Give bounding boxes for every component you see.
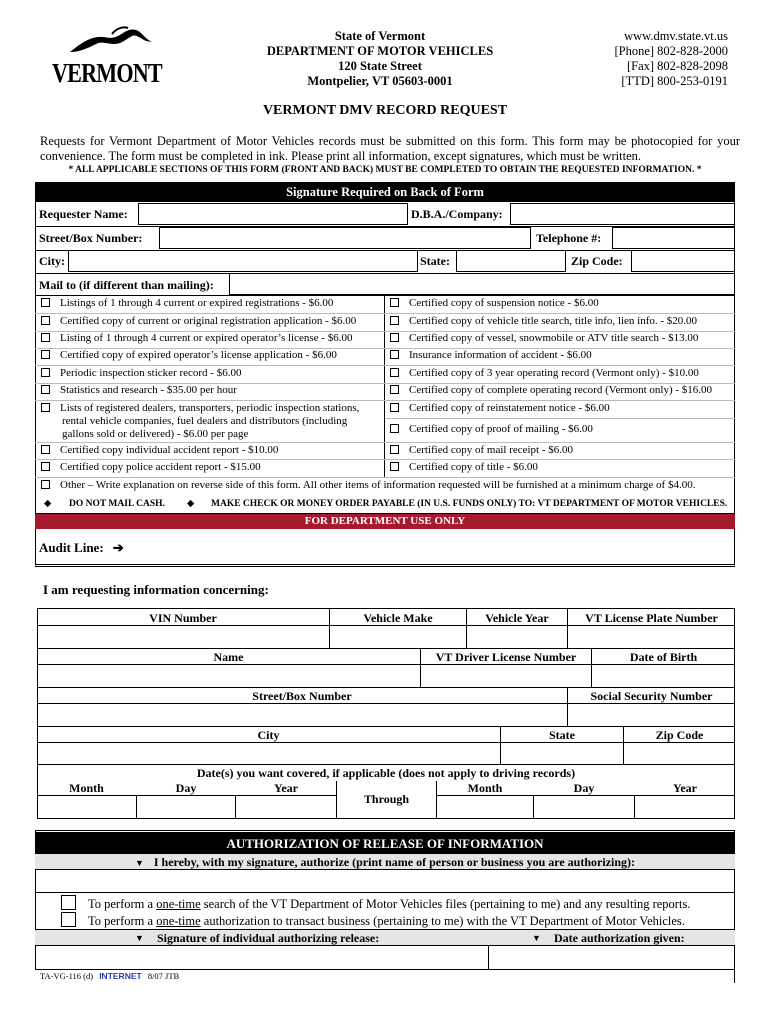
service-label: Certified copy of title - $6.00 <box>409 461 538 473</box>
services-divider <box>384 295 385 477</box>
service-label: Certified copy of reinstatement notice - $6.00 <box>409 402 610 414</box>
checkbox[interactable] <box>41 316 50 325</box>
audit-line-text: Audit Line: <box>39 540 104 555</box>
dba-label: D.B.A./Company: <box>411 207 503 221</box>
form-code <box>40 971 179 981</box>
to-year-input[interactable] <box>635 796 734 818</box>
zip-label: Zip Code: <box>571 254 623 268</box>
service-item[interactable] <box>41 382 237 399</box>
name-input[interactable] <box>38 665 420 687</box>
vehicle-year-input[interactable] <box>467 626 567 648</box>
vermont-logo <box>52 24 172 90</box>
checkbox[interactable] <box>390 403 399 412</box>
vehicle-make-header: Vehicle Make <box>363 611 433 625</box>
audit-line-label <box>39 540 124 556</box>
vehicle-year-header: Vehicle Year <box>485 611 549 625</box>
dob-input[interactable] <box>592 665 734 687</box>
triangle-down-icon: ▼ <box>135 933 144 943</box>
check-note: MAKE CHECK OR MONEY ORDER PAYABLE (IN U.S. FUNDS ONLY) TO: VT DEPARTMENT OF MOTOR VEHICLES. <box>211 499 728 509</box>
website-link[interactable]: www.dmv.state.vt.us <box>624 29 728 43</box>
checkbox[interactable] <box>390 445 399 454</box>
service-item[interactable] <box>41 295 333 312</box>
agency-address <box>250 29 510 89</box>
service-item[interactable] <box>390 382 712 399</box>
dba-input[interactable] <box>510 203 735 225</box>
state-header: State <box>549 728 575 742</box>
one-time-auth-text <box>88 914 685 929</box>
form-date-text: 8/07 JTB <box>147 971 180 981</box>
checkbox[interactable] <box>390 298 399 307</box>
to-day-header: Day <box>573 781 595 795</box>
checkbox[interactable] <box>41 368 50 377</box>
one-time-search-text <box>88 897 690 912</box>
from-month-input[interactable] <box>38 796 136 818</box>
requester-name-input[interactable] <box>138 203 408 225</box>
hereby-text: I hereby, with my signature, authorize (print name of person or business you are authorizing): <box>153 855 636 869</box>
telephone-label: Telephone #: <box>536 231 602 245</box>
service-label: Statistics and research - $35.00 per hour <box>60 384 237 396</box>
requester-name-label: Requester Name: <box>39 207 128 221</box>
authorization-bar: AUTHORIZATION OF RELEASE OF INFORMATION <box>35 832 735 854</box>
service-label: Certified copy of expired operator’s license application - $6.00 <box>60 349 337 361</box>
checkbox[interactable] <box>41 298 50 307</box>
checkbox[interactable] <box>41 462 50 471</box>
notice-text: * ALL APPLICABLE SECTIONS OF THIS FORM (FRONT AND BACK) MUST BE COMPLETED TO OBTAIN THE REQUESTED INFORMATION. * <box>68 165 702 175</box>
checkbox[interactable] <box>41 385 50 394</box>
service-item-cont <box>62 426 248 443</box>
service-item[interactable] <box>390 313 697 330</box>
checkbox[interactable] <box>390 350 399 359</box>
checkbox[interactable] <box>390 316 399 325</box>
service-item[interactable] <box>41 365 241 382</box>
name-header: Name <box>213 650 244 664</box>
checkbox[interactable] <box>390 462 399 471</box>
authorized-party-input[interactable] <box>36 871 734 893</box>
service-item[interactable] <box>390 459 538 476</box>
zip-header: Zip Code <box>655 728 704 742</box>
vehicle-make-input[interactable] <box>330 626 466 648</box>
service-label: Lists of registered dealers, transporters, periodic inspection stations, <box>60 402 360 414</box>
department-use-bar: FOR DEPARTMENT USE ONLY <box>35 514 735 529</box>
checkbox[interactable] <box>41 480 50 489</box>
text-part: search of the VT Department of Motor Vehicles files (pertaining to me) and any resulting reports. <box>200 897 691 911</box>
logo-text: VERMONT <box>52 58 162 88</box>
plate-input[interactable] <box>568 626 734 648</box>
from-year-header: Year <box>274 781 298 795</box>
subject-state-input[interactable] <box>501 743 623 764</box>
payment-notes <box>35 495 735 513</box>
vin-input[interactable] <box>38 626 329 648</box>
telephone-input[interactable] <box>612 227 735 249</box>
to-year-header: Year <box>673 781 697 795</box>
signature-required-bar: Signature Required on Back of Form <box>35 182 735 202</box>
from-month-header: Month <box>69 781 104 795</box>
street-header: Street/Box Number <box>252 689 352 703</box>
service-label: Certified copy police accident report - $15.00 <box>60 461 261 473</box>
to-month-header: Month <box>467 781 503 795</box>
divider <box>37 648 735 649</box>
checkbox[interactable] <box>390 385 399 394</box>
text-part: To perform a <box>88 914 157 928</box>
arrow-right-icon: ➔ <box>112 540 124 555</box>
service-label: Certified copy of current or original registration application - $6.00 <box>60 315 357 327</box>
mail-to-label: Mail to (if different than mailing): <box>39 278 214 292</box>
city-header: City <box>257 728 280 742</box>
from-year-input[interactable] <box>236 796 336 818</box>
agency-line: Montpelier, VT 05603-0001 <box>307 74 453 88</box>
city-input[interactable] <box>68 250 418 272</box>
checkbox[interactable] <box>390 424 399 433</box>
service-label: Periodic inspection sticker record - $6.00 <box>60 367 242 379</box>
dates-header: Date(s) you want covered, if applicable (does not apply to driving records) <box>196 766 576 780</box>
intro-text: Requests for Vermont Department of Motor Vehicles records must be submitted on this form. This form may be photocopied for your convenience. The form must be completed in ink. Please print all information, except signatures, which must be written. <box>40 134 740 163</box>
signature-input[interactable] <box>36 947 488 969</box>
checkbox[interactable] <box>41 403 50 412</box>
checkbox[interactable] <box>41 333 50 342</box>
mail-to-input[interactable] <box>229 273 735 295</box>
service-item[interactable] <box>41 313 356 330</box>
internet-label: INTERNET <box>99 971 142 981</box>
divider <box>37 764 735 765</box>
state-input[interactable] <box>456 250 566 272</box>
service-label: Certified copy of vessel, snowmobile or ATV title search - $13.00 <box>409 332 699 344</box>
city-label: City: <box>39 254 65 268</box>
subject-street-input[interactable] <box>38 704 567 726</box>
bullet-icon: ◆ <box>187 499 195 509</box>
license-input[interactable] <box>421 665 591 687</box>
bullet-icon: ◆ <box>44 499 52 509</box>
to-month-input[interactable] <box>437 796 533 818</box>
triangle-down-icon: ▼ <box>532 933 541 943</box>
audit-line-box <box>35 529 735 567</box>
divider <box>336 781 337 819</box>
service-label: Certified copy of complete operating record (Vermont only) - $16.00 <box>409 384 713 396</box>
service-item[interactable] <box>41 347 337 364</box>
divider <box>37 687 735 688</box>
service-item[interactable] <box>390 421 593 438</box>
service-label: Certified copy of mail receipt - $6.00 <box>409 444 574 456</box>
from-day-input[interactable] <box>137 796 235 818</box>
to-day-input[interactable] <box>534 796 634 818</box>
state-label: State: <box>420 254 450 268</box>
triangle-down-icon: ▼ <box>134 858 144 868</box>
text-part: one-time <box>156 914 201 928</box>
checkbox[interactable] <box>41 445 50 454</box>
service-item[interactable] <box>41 330 352 347</box>
service-item[interactable] <box>41 477 695 494</box>
service-label: rental vehicle companies, fuel dealers and distributors (including <box>62 415 348 427</box>
street-input[interactable] <box>159 227 531 249</box>
service-label: Other – Write explanation on reverse side of this form. All other items of information requested will be furnished at a minimum charge of $4.00. <box>60 479 696 491</box>
form-code-text: TA-VG-116 (d) <box>40 971 94 981</box>
hereby-line <box>35 854 735 870</box>
through-label: Through <box>363 792 410 806</box>
subject-city-input[interactable] <box>38 743 500 764</box>
service-item[interactable] <box>390 347 592 364</box>
zip-input[interactable] <box>631 250 735 272</box>
service-label: Certified copy individual accident report - $10.00 <box>60 444 279 456</box>
service-label: Listings of 1 through 4 current or expired registrations - $6.00 <box>60 297 334 309</box>
service-item[interactable] <box>41 459 261 476</box>
date-given-label: Date authorization given: <box>554 931 685 945</box>
agency-line: DEPARTMENT OF MOTOR VEHICLES <box>266 44 494 58</box>
street-label: Street/Box Number: <box>39 231 143 245</box>
service-item[interactable] <box>390 330 698 347</box>
ssn-header: Social Security Number <box>590 689 713 703</box>
subject-zip-input[interactable] <box>624 743 734 764</box>
phone-number: [Phone] 802-828-2000 <box>614 44 728 58</box>
row-rule <box>385 418 735 419</box>
date-given-input[interactable] <box>489 947 734 969</box>
service-item[interactable] <box>390 442 573 459</box>
service-label: Certified copy of vehicle title search, title info, lien info. - $20.00 <box>409 315 698 327</box>
fax-number: [Fax] 802-828-2098 <box>626 59 728 73</box>
text-part: one-time <box>156 897 201 911</box>
service-label: gallons sold or delivered) - $6.00 per page <box>62 428 249 440</box>
one-time-auth-checkbox[interactable] <box>61 912 76 927</box>
ttd-number: [TTD] 800-253-0191 <box>621 74 728 88</box>
from-day-header: Day <box>175 781 197 795</box>
form-title: VERMONT DMV RECORD REQUEST <box>262 103 508 118</box>
text-part: To perform a <box>88 897 157 911</box>
license-header: VT Driver License Number <box>435 650 577 664</box>
service-label: Listing of 1 through 4 current or expired operator’s license - $6.00 <box>60 332 353 344</box>
agency-contact <box>560 29 728 89</box>
cash-note: DO NOT MAIL CASH. <box>69 499 165 509</box>
checkbox[interactable] <box>390 333 399 342</box>
service-label: Certified copy of suspension notice - $6.00 <box>409 297 599 309</box>
plate-header: VT License Plate Number <box>585 611 718 625</box>
service-item[interactable] <box>390 400 610 417</box>
text-part: authorization to transact business (pertaining to me) with the VT Department of Motor Vehicles. <box>200 914 685 928</box>
concerning-heading: I am requesting information concerning: <box>43 582 269 597</box>
service-item[interactable] <box>390 295 599 312</box>
dob-header: Date of Birth <box>629 650 698 664</box>
signature-label-row <box>35 929 735 946</box>
divider <box>734 969 735 983</box>
vin-header: VIN Number <box>149 611 217 625</box>
service-item[interactable] <box>390 365 699 382</box>
one-time-search-checkbox[interactable] <box>61 895 76 910</box>
agency-line: 120 State Street <box>338 59 422 73</box>
checkbox[interactable] <box>41 350 50 359</box>
ssn-input[interactable] <box>568 704 734 726</box>
checkbox[interactable] <box>390 368 399 377</box>
service-label: Certified copy of proof of mailing - $6.00 <box>409 423 593 435</box>
signature-label: Signature of individual authorizing release: <box>157 931 380 945</box>
agency-line: State of Vermont <box>334 29 426 43</box>
service-item[interactable] <box>41 442 278 459</box>
service-label: Certified copy of 3 year operating record (Vermont only) - $10.00 <box>409 367 699 379</box>
service-label: Insurance information of accident - $6.00 <box>409 349 592 361</box>
divider <box>37 726 735 727</box>
divider <box>35 969 735 970</box>
mountain-logo-icon <box>52 24 172 60</box>
